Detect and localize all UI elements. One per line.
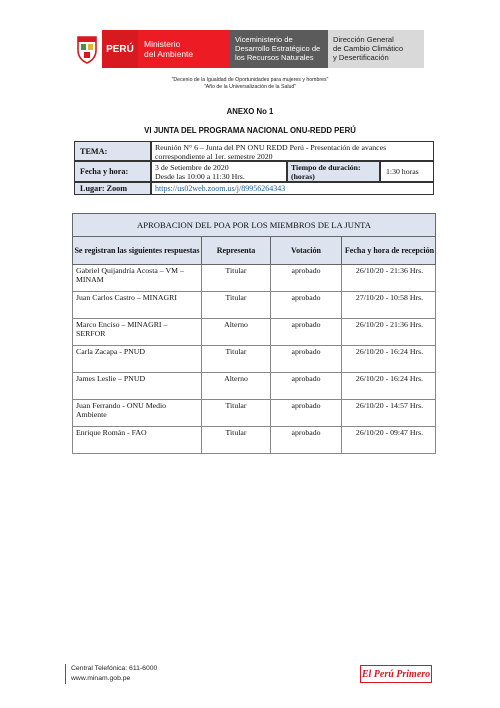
document-title: VI JUNTA DEL PROGRAMA NACIONAL ONU-REDD PERÚ xyxy=(144,126,356,135)
peru-label: PERÚ xyxy=(102,30,138,68)
member-name: Juan Ferrando - ONU Medio Ambiente xyxy=(73,400,202,426)
vice-line-3: los Recursos Naturales xyxy=(235,53,314,62)
ministry-line-1: Ministerio xyxy=(144,39,181,49)
member-date: 26/10/20 - 14:57 Hrs. xyxy=(355,401,424,410)
member-name: Carla Zacapa - PNUD xyxy=(73,346,202,372)
footer-website[interactable]: www.minam.gob.pe xyxy=(71,675,131,682)
el-peru-primero-logo: El Perú Primero xyxy=(360,665,432,683)
member-vote: aprobado xyxy=(271,373,342,399)
member-vote: aprobado xyxy=(271,265,342,291)
viceministry-name xyxy=(230,30,328,68)
poa-table-header xyxy=(72,237,436,265)
table-row xyxy=(72,292,436,319)
member-date: 26/10/20 - 16:24 Hrs. xyxy=(355,374,424,383)
header-votacion: Votación xyxy=(271,237,342,264)
tema-label: TEMA: xyxy=(74,141,151,161)
fecha-value xyxy=(151,161,287,182)
member-role: Alterno xyxy=(202,373,271,399)
dir-line-3: y Desertificación xyxy=(333,53,389,62)
member-vote: aprobado xyxy=(271,400,342,426)
dir-line-1: Dirección General xyxy=(333,35,394,44)
member-name: James Leslie – PNUD xyxy=(73,373,202,399)
ministry-header xyxy=(72,30,424,68)
table-row xyxy=(72,400,436,427)
duracion-value: 1:30 horas xyxy=(380,161,434,182)
table-row xyxy=(72,373,436,400)
fecha-label: Fecha y hora: xyxy=(74,161,151,182)
member-vote: aprobado xyxy=(271,427,342,453)
member-role: Titular xyxy=(202,400,271,426)
fecha-line-2: Desde las 10:00 a 11:30 Hrs. xyxy=(155,172,245,181)
duracion-label: Tiempo de duración: (horas) xyxy=(287,161,380,182)
ministry-line-2: del Ambiente xyxy=(144,49,194,59)
member-role: Titular xyxy=(202,292,271,318)
member-role: Alterno xyxy=(202,319,271,345)
coat-of-arms-icon xyxy=(72,30,102,68)
member-date: 26/10/20 - 21:36 Hrs. xyxy=(355,266,424,275)
zoom-link[interactable]: https://us02web.zoom.us/j/89956264343 xyxy=(151,182,434,195)
ministry-name xyxy=(138,30,230,68)
header-respuestas: Se registran las siguientes respuestas xyxy=(73,237,202,264)
member-date: 26/10/20 - 21:36 Hrs. xyxy=(355,320,424,329)
fecha-line-1: 3 de Setiembre de 2020 xyxy=(155,163,229,172)
header-representa: Representa xyxy=(202,237,271,264)
motto-decade: "Decenio de la Igualdad de Oportunidades para mujeres y hombres" xyxy=(171,77,329,83)
member-vote: aprobado xyxy=(271,346,342,372)
member-role: Titular xyxy=(202,265,271,291)
member-name: Gabriel Quijandría Acosta – VM – MINAM xyxy=(73,265,202,291)
table-row xyxy=(72,265,436,292)
header-fecha-recepcion: Fecha y hora de recepción xyxy=(344,246,435,255)
table-row xyxy=(72,427,436,454)
member-role: Titular xyxy=(202,427,271,453)
member-vote: aprobado xyxy=(271,292,342,318)
motto-year: "Año de la Universalización de la Salud" xyxy=(203,84,297,90)
vice-line-2: Desarrollo Estratégico de xyxy=(235,44,321,53)
member-date: 26/10/20 - 16:24 Hrs. xyxy=(355,347,424,356)
member-date: 26/10/20 - 09:47 Hrs. xyxy=(355,428,424,437)
member-name: Enrique Román - FAO xyxy=(73,427,202,453)
member-name: Marco Enciso – MINAGRI – SERFOR xyxy=(73,319,202,345)
dir-line-2: de Cambio Climático xyxy=(333,44,404,53)
footer-contact xyxy=(65,664,157,684)
directorate-name xyxy=(328,30,424,68)
vice-line-1: Viceministerio de xyxy=(235,35,293,44)
table-row xyxy=(72,346,436,373)
poa-table-title: APROBACION DEL POA POR LOS MIEMBROS DE LA JUNTA xyxy=(72,213,436,237)
tema-value: Reunión N° 6 – Junta del PN ONU REDD Perú - Presentación de avances correspondiente al 1er. semestre 2020 xyxy=(151,141,434,161)
meeting-info-table xyxy=(74,141,434,195)
member-role: Titular xyxy=(202,346,271,372)
lugar-label: Lugar: Zoom xyxy=(74,182,151,195)
member-date: 27/10/20 - 10:58 Hrs. xyxy=(355,293,424,302)
member-name: Juan Carlos Castro – MINAGRI xyxy=(73,292,202,318)
member-vote: aprobado xyxy=(271,319,342,345)
table-row xyxy=(72,319,436,346)
footer-phone: Central Telefónica: 611-6000 xyxy=(71,665,158,672)
annex-title: ANEXO No 1 xyxy=(226,107,274,116)
